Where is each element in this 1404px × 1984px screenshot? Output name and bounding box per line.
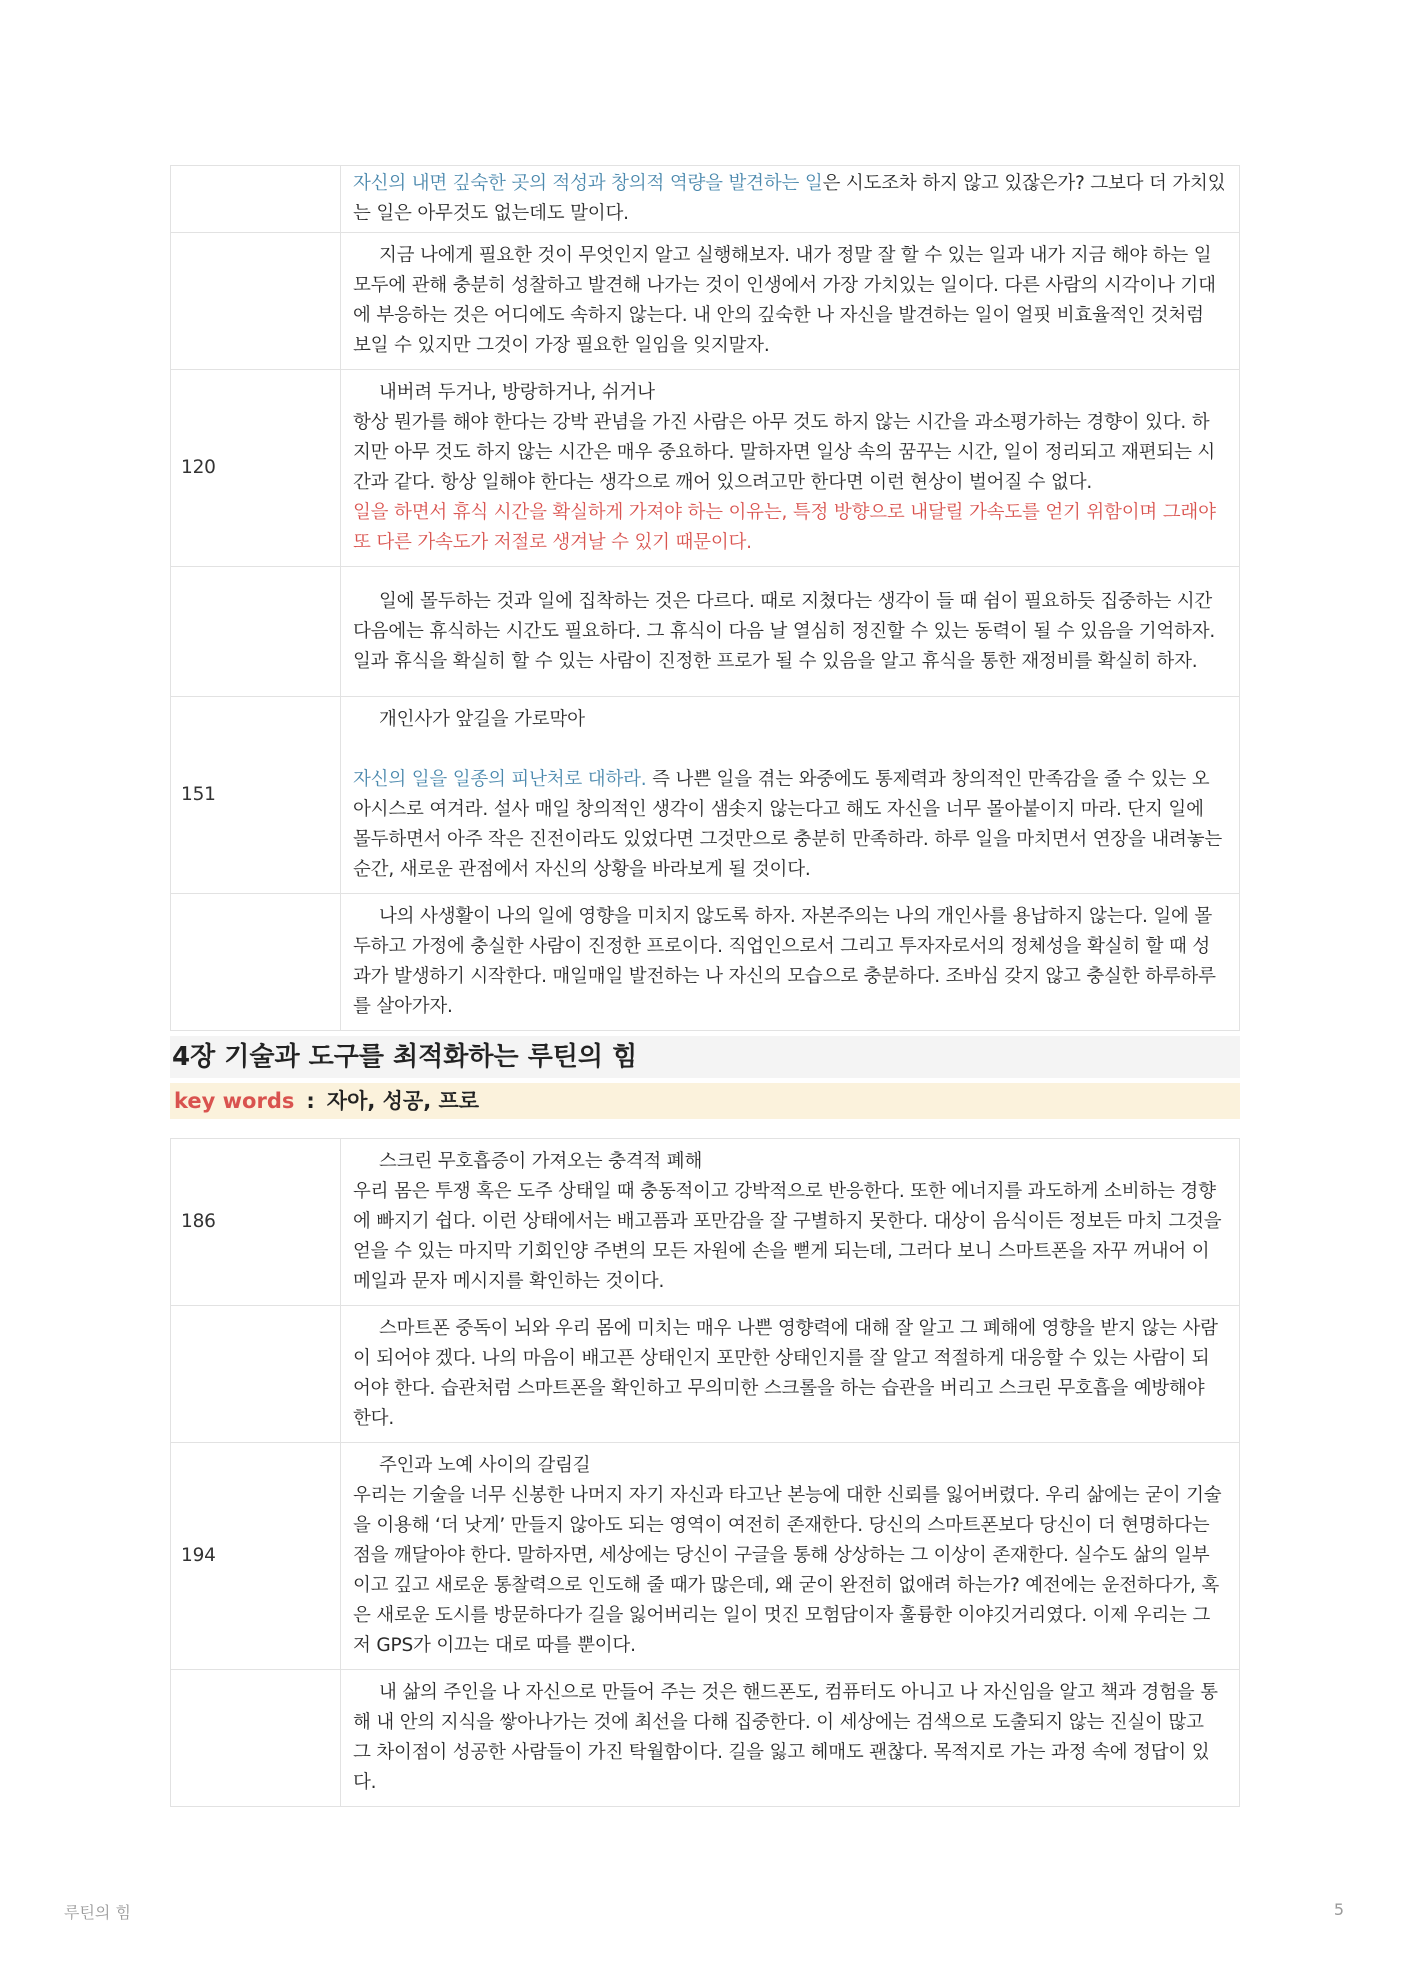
quote-heading: 개인사가 앞길을 가로막아 <box>379 709 585 730</box>
quote-heading: 스크린 무호흡증이 가져오는 충격적 폐해 <box>379 1151 703 1172</box>
reflection-text: 일에 몰두하는 것과 일에 집착하는 것은 다르다. 때로 지쳤다는 생각이 들 때 쉼이 필요하듯 집중하는 시간 다음에는 휴식하는 시간도 필요하다. 그 휴식이 다음 날 열심히 정진할 수 있는 동력이 될 수 있음을 기억하자. 일과 휴식을 확실히 할 수 있는 사람이 진정한 프로가 될 수 있음을 알고 휴식을 통한 재정비를 확실히 하자. <box>353 590 1216 672</box>
page-number-cell <box>171 1306 341 1443</box>
table-row <box>171 233 1240 370</box>
table-row <box>171 1139 1240 1306</box>
keywords-bar <box>170 1083 1240 1119</box>
note-cell <box>341 370 1240 567</box>
footer-page-number: 5 <box>1333 1900 1344 1919</box>
page-number-cell <box>171 233 341 370</box>
table-row <box>171 166 1240 233</box>
keywords-label: key words <box>174 1089 295 1113</box>
page-number-cell <box>171 894 341 1031</box>
page-number-cell <box>171 166 341 233</box>
note-cell <box>341 1306 1240 1443</box>
table-row <box>171 370 1240 567</box>
note-cell <box>341 1139 1240 1306</box>
page-number-cell: 194 <box>171 1443 341 1670</box>
note-cell <box>341 166 1240 233</box>
note-cell <box>341 1670 1240 1807</box>
quote-text: 우리 몸은 투쟁 혹은 도주 상태일 때 충동적이고 강박적으로 반응한다. 또한 에너지를 과도하게 소비하는 경향에 빠지기 쉽다. 이런 상태에서는 배고픔과 포만감을 잘 구별하지 못한다. 대상이 음식이든 정보든 마치 그것을 얻을 수 있는 마지막 기회인양 주변의 모든 자원에 손을 뻗게 되는데, 그러다 보니 스마트폰을 자꾸 꺼내어 이메일과 문자 메시지를 확인하는 것이다. <box>353 1181 1222 1292</box>
highlight-blue-text: 자신의 일을 일종의 피난처로 대하라. <box>353 769 647 790</box>
notes-table-2 <box>170 1138 1240 1807</box>
page-number-cell <box>171 567 341 697</box>
page-number-cell <box>171 1670 341 1807</box>
table-row <box>171 567 1240 697</box>
keywords-separator: : <box>306 1089 315 1113</box>
table-row <box>171 1670 1240 1807</box>
quote-heading: 내버려 두거나, 방랑하거나, 쉬거나 <box>379 382 655 403</box>
quote-heading: 주인과 노예 사이의 갈림길 <box>379 1455 591 1476</box>
reflection-text: 내 삶의 주인을 나 자신으로 만들어 주는 것은 핸드폰도, 컴퓨터도 아니고 나 자신임을 알고 책과 경험을 통해 내 안의 지식을 쌓아나가는 것에 최선을 다해 집중한다. 이 세상에는 검색으로 도출되지 않는 진실이 많고 그 차이점이 성공한 사람들이 가진 탁월함이다. 길을 잃고 헤매도 괜찮다. 목적지로 가는 과정 속에 정답이 있다. <box>353 1682 1218 1793</box>
note-cell <box>341 233 1240 370</box>
reflection-text: 스마트폰 중독이 뇌와 우리 몸에 미치는 매우 나쁜 영향력에 대해 잘 알고 그 폐해에 영향을 받지 않는 사람이 되어야 겠다. 나의 마음이 배고픈 상태인지 포만한 상태인지를 잘 알고 적절하게 대응할 수 있는 사람이 되어야 한다. 습관처럼 스마트폰을 확인하고 무의미한 스크롤을 하는 습관을 버리고 스크린 무호흡을 예방해야 한다. <box>353 1318 1218 1429</box>
footer-book-title: 루틴의 힘 <box>64 1903 131 1922</box>
highlight-red-text: 일을 하면서 휴식 시간을 확실하게 가져야 하는 이유는, 특정 방향으로 내달릴 가속도를 얻기 위함이며 그래야 또 다른 가속도가 저절로 생겨날 수 있기 때문이다. <box>353 502 1216 553</box>
reflection-text: 지금 나에게 필요한 것이 무엇인지 알고 실행해보자. 내가 정말 잘 할 수 있는 일과 내가 지금 해야 하는 일 모두에 관해 충분히 성찰하고 발견해 나가는 것이 인생에서 가장 가치있는 일이다. 다른 사람의 시각이나 기대에 부응하는 것은 어디에도 속하지 않는다. 내 안의 깊숙한 나 자신을 발견하는 일이 얼핏 비효율적인 것처럼 보일 수 있지만 그것이 가장 필요한 일임을 잊지말자. <box>353 245 1216 356</box>
quote-text: 우리는 기술을 너무 신봉한 나머지 자기 자신과 타고난 본능에 대한 신뢰를 잃어버렸다. 우리 삶에는 굳이 기술을 이용해 ‘더 낫게’ 만들지 않아도 되는 영역이 여전히 존재한다. 당신의 스마트폰보다 당신이 더 현명하다는 점을 깨달아야 한다. 말하자면, 세상에는 당신이 구글을 통해 상상하는 그 이상이 존재한다. 실수도 삶의 일부이고 깊고 새로운 통찰력으로 인도해 줄 때가 많은데, 왜 굳이 완전히 없애려 하는가? 예전에는 운전하다가, 혹은 새로운 도시를 방문하다가 길을 잃어버리는 일이 멋진 모험담이자 훌륭한 이야깃거리였다. 이제 우리는 그저 GPS가 이끄는 대로 따를 뿐이다. <box>353 1485 1222 1656</box>
quote-text: 항상 뭔가를 해야 한다는 강박 관념을 가진 사람은 아무 것도 하지 않는 시간을 과소평가하는 경향이 있다. 하지만 아무 것도 하지 않는 시간은 매우 중요하다. 말하자면 일상 속의 꿈꾸는 시간, 일이 정리되고 재편되는 시간과 같다. 항상 일해야 한다는 생각으로 깨어 있으려고만 한다면 이런 현상이 벌어질 수 없다. <box>353 412 1216 493</box>
keywords-values: 자아, 성공, 프로 <box>326 1089 480 1113</box>
note-cell <box>341 1443 1240 1670</box>
quote-text: 자신의 일을 일종의 피난처로 대하라. 즉 나쁜 일을 겪는 와중에도 통제력과 창의적인 만족감을 줄 수 있는 오아시스로 여겨라. 설사 매일 창의적인 생각이 샘솟지 않는다고 해도 자신을 너무 몰아붙이지 마라. 단지 일에 몰두하면서 아주 작은 진전이라도 있었다면 그것만으로 충분히 만족하라. 하루 일을 마치면서 연장을 내려놓는 순간, 새로운 관점에서 자신의 상황을 바라보게 될 것이다. <box>353 769 1223 880</box>
note-cell <box>341 567 1240 697</box>
note-cell <box>341 697 1240 894</box>
reflection-text: 나의 사생활이 나의 일에 영향을 미치지 않도록 하자. 자본주의는 나의 개인사를 용납하지 않는다. 일에 몰두하고 가정에 충실한 사람이 진정한 프로이다. 직업인으로서 그리고 투자자로서의 정체성을 확실히 할 때 성과가 발생하기 시작한다. 매일매일 발전하는 나 자신의 모습으로 충분하다. 조바심 갖지 않고 충실한 하루하루를 살아가자. <box>353 906 1216 1017</box>
note-text: 자신의 내면 깊숙한 곳의 적성과 창의적 역량을 발견하는 일은 시도조차 하지 않고 있잖은가? 그보다 더 가치있는 일은 아무것도 없는데도 말이다. <box>353 173 1226 224</box>
page-number-cell: 151 <box>171 697 341 894</box>
table-row <box>171 1306 1240 1443</box>
table-row <box>171 894 1240 1031</box>
table-row <box>171 697 1240 894</box>
notes-table-1 <box>170 165 1240 1031</box>
chapter-title: 4장 기술과 도구를 최적화하는 루틴의 힘 <box>170 1036 1240 1078</box>
page-number-cell: 120 <box>171 370 341 567</box>
note-cell <box>341 894 1240 1031</box>
table-row <box>171 1443 1240 1670</box>
highlight-blue-text: 자신의 내면 깊숙한 곳의 적성과 창의적 역량을 발견하는 일 <box>353 173 823 194</box>
page-number-cell: 186 <box>171 1139 341 1306</box>
